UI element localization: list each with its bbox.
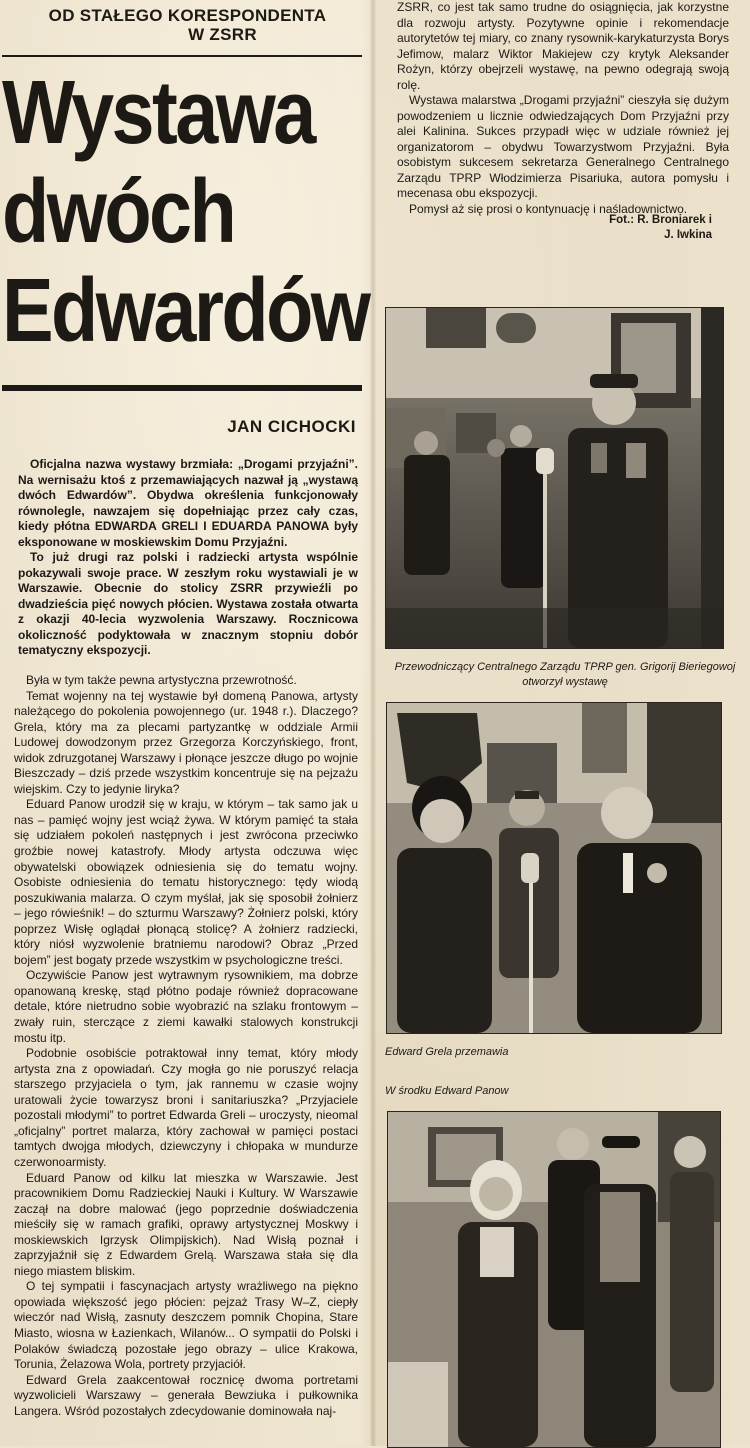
page-fold <box>370 0 376 1446</box>
photo-1-caption-line-1: Przewodniczący Centralnego Zarządu TPRP gen. Grigorij Bieriegowoj <box>394 661 736 673</box>
lead-paragraph: To już drugi raz polski i radziecki artysta wspólnie pokazywali swoje prace. W zeszłym roku wystawiali je w Warszawie. Obecnie do stolicy ZSRR przywieźli po dwadzieścia pięć nowych płócien. Wystawa została otwarta z okazji 40-lecia wyzwolenia Warszawy. Rocznicowa okoliczność podyktowała w znacznym stopniu dobór tematyczny ekspozycji. <box>18 550 358 657</box>
body-paragraph: Eduard Panow urodził się w kraju, w którym – tak samo jak u nas – pamięć wojny jest wciąż żywa. W którym pamięć ta stała się udziałem pokoleń następnych i jest zwrócona przeciwko groźbie nowej katastrofy. Młody artysta odczuwa więc obywatelski obowiązek odniesienia się do tematu wojny. Osobiste odniesienia do tematu historycznego: tędy wiodą poszukiwania malarza. O czym myślał, jak się sposobił żołnierz – jego rówieśnik! – do szturmu Warszawy? Żołnierz polski, który poprzez Wisłę oglądał płonącą stolicę? A żołnierz radziecki, który niósł wyzwolenie bratniemu narodowi? Obraz „Przed bojem” jest bogaty przede wszystkim w psychologiczne treści. <box>14 797 358 967</box>
photo-credit-line-2: J. Iwkina <box>664 229 712 241</box>
photo-grela-speaking <box>386 702 722 1034</box>
author-byline: JAN CICHOCKI <box>227 417 356 436</box>
photo-1-caption <box>380 660 750 690</box>
headline-line-3: Edwardów <box>2 261 369 361</box>
body-paragraph: Była w tym także pewna artystyczna przewrotność. <box>26 673 297 687</box>
kicker <box>10 6 365 44</box>
photo-credit-line-1: Fot.: R. Broniarek i <box>609 214 712 226</box>
article-body-right <box>397 0 729 217</box>
kicker-line-1: OD STAŁEGO KORESPONDENTA <box>48 6 327 25</box>
body-paragraph: ZSRR, co jest tak samo trudne do osiągnięcia, jak korzystne dla rozwoju artysty. Pozytywne opinie i rekomendacje autorytetów tej miary, co znany rysownik-karykaturzysta Borys Jefimow, malarz Wiktor Makiejew czy krytyk Aleksander Rożyn, którzy obejrzeli wystawę, na pewno odegrają swoją rolę. <box>397 0 729 92</box>
headline <box>2 63 369 361</box>
photo-3-caption: W środku Edward Panow <box>385 1085 509 1097</box>
photo-1-caption-line-2: otworzył wystawę <box>522 676 608 688</box>
headline-line-2: dwóch <box>2 162 235 262</box>
photo-2-image <box>387 703 721 1033</box>
article-body-left <box>14 673 358 1419</box>
body-paragraph: Temat wojenny na tej wystawie był domeną Panowa, artysty należącego do pokolenia powojennego (ur. 1948 r.). Dlaczego? Grela, który ma za plecami partyzantkę w oddziale Armii Ludowej dowodzonym przez Grzegorza Korczyńskiego, front, widok zdruzgotanej Warszawy i płonące jeszcze długo po wojnie Bieszczady – dziś przede wszystkim koncentruje się na pejzażu wiejskim. Czy to jedynie liryka? <box>14 688 358 796</box>
lead-paragraph: Oficjalna nazwa wystawy brzmiała: „Drogami przyjaźni”. Na wernisażu ktoś z przemawiających nazwał ją „wystawą dwóch Edwardów”. Obydwa określenia funkcjonowały równolegle, nawzajem się dopełniając przez cały czas, kiedy płótna EDWARDA GRELI I EDUARDA PANOWA były eksponowane w moskiewskim Domu Przyjaźni. <box>18 457 358 549</box>
body-paragraph: Podobnie osobiście potraktował inny temat, który młody artysta zna z opowiadań. Czy mogła go nie poruszyć relacja starszego przyjaciela o tym, jak rannemu w czasie wojny uratowali życie towarzysz broni i sanitariuszka? „Przyjaciele pozostali młodymi” to portret Edwarda Greli – uroczysty, nieomal „oficjalny” portret malarza, który zachował w pamięci postaci tamtych dwojga młodych, dziewczyny i chłopaka w mundurze czerwonoarmisty. <box>14 1046 358 1169</box>
photo-1-image <box>386 308 723 648</box>
body-paragraph: Wystawa malarstwa „Drogami przyjaźni” cieszyła się dużym powodzeniem u licznie odwiedzających Dom Przyjaźni przy alei Kalinina. Sukces przypadł więc w udziale również jej organizatorom – obydwu Towarzystwom Przyjaźni. Była osobistym sukcesem sekretarza Generalnego Centralnego Zarządu TPRP Włodzimierza Pisariuka, autora pomysłu i mecenasa obu ekspozycji. <box>397 93 729 200</box>
photo-2-caption: Edward Grela przemawia <box>385 1046 509 1058</box>
top-rule <box>2 55 362 57</box>
kicker-line-2: W ZSRR <box>188 25 257 44</box>
headline-line-1: Wystawa <box>2 63 314 163</box>
photo-3-image <box>388 1112 720 1447</box>
body-paragraph: Edward Grela zaakcentował rocznicę dwoma portretami wyzwolicieli Warszawy – generała Bewziuka i pułkownika Langera. Wśród pozostałych zdecydowanie dominowała naj- <box>14 1372 358 1418</box>
body-paragraph: Pomysł aż się prosi o kontynuację i naśladownictwo. <box>409 201 688 216</box>
body-paragraph: Oczywiście Panow jest wytrawnym rysownikiem, ma dobrze opanowaną kreskę, stąd płótno podaje również dopracowane detale, które nietrudno sobie wyobrazić na szlaku frontowym – zwały ruin, sterczące z ziemi kawałki stalowych konstrukcji mostu itp. <box>14 968 358 1045</box>
photo-credit <box>540 213 712 243</box>
photo-panow-middle <box>387 1111 721 1448</box>
body-paragraph: Eduard Panow od kilku lat mieszka w Warszawie. Jest pracownikiem Domu Radzieckiej Nauki i Kultury. W Warszawie zaczął na dobre malować (jego poprzednie doświadczenia mieściły się w ramach grafiki, oprawy artystycznej Moskwy i moskiewskich Igrzysk Olimpijskich). Nad Wisłą poznał i zaprzyjaźnił się z Edwardem Grelą. Warszawa stała się dla niego miastem bliskim. <box>14 1170 358 1278</box>
photo-general-opening <box>385 307 724 649</box>
lead-paragraphs <box>18 457 358 659</box>
headline-rule <box>2 385 362 391</box>
body-paragraph: O tej sympatii i fascynacjach artysty wrażliwego na piękno opowiada większość jego płócien: pejzaż Trasy W–Z, ciepły wieczór nad Wisłą, zasnuty deszczem pomnik Chopina, Stare Miasto, wiosna w Łazienkach, Wilanów... O sympatii do Polski i Polaków świadczą pozostałe jego obrazy – ulice Krakowa, Torunia, Żelazowa Wola, portrety przyjaciół. <box>14 1279 358 1372</box>
